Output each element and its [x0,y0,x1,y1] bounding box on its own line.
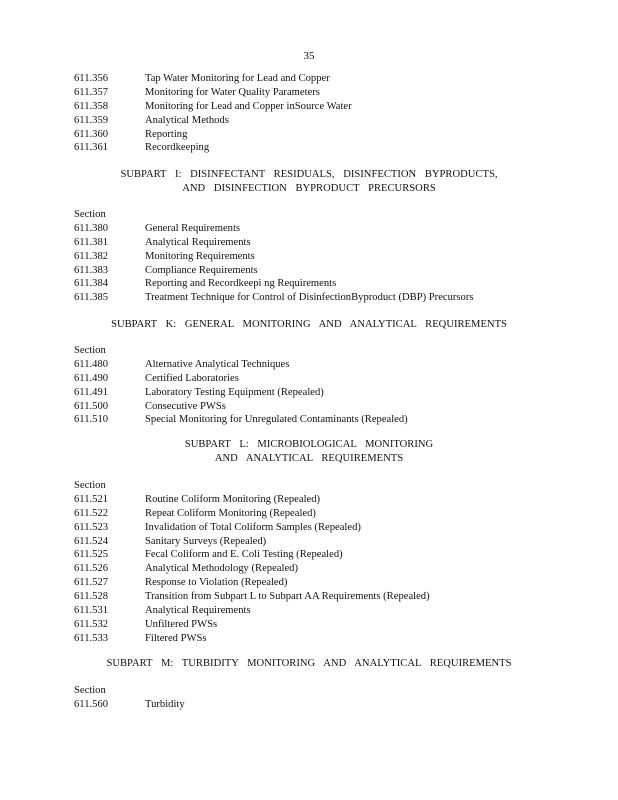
section-number: 611.533 [74,632,109,644]
toc-list [74,479,594,646]
toc-entry [74,386,594,400]
toc-entry [74,222,594,236]
section-title: Analytical Requirements [145,605,251,617]
section-number: 611.531 [74,605,109,617]
section-title: Monitoring for Lead and Copper inSource Water [145,100,352,112]
section-title: Compliance Requirements [145,264,258,276]
section-title: Filtered PWSs [145,632,207,644]
section-number: 611.381 [74,236,109,248]
section-number: 611.526 [74,563,109,575]
section-label: Section [74,345,106,356]
toc-entry [74,128,594,142]
section-number: 611.383 [74,264,109,276]
section-number: 611.524 [74,535,109,547]
subpart-k-heading [0,318,618,332]
section-title: Sanitary Surveys (Repealed) [145,535,267,547]
section-title: Recordkeeping [145,142,210,154]
toc-list [74,72,594,155]
section-title: Response to Violation (Repealed) [145,577,288,589]
toc-entry [74,264,594,278]
section-number: 611.357 [74,86,109,98]
toc-entry [74,372,594,386]
section-number: 611.480 [74,358,109,370]
section-number: 611.525 [74,549,109,561]
toc-entry [74,236,594,250]
section-title: Transition from Subpart L to Subpart AA Requirements (Repealed) [145,591,430,603]
section-number: 611.384 [74,278,109,290]
toc-entry [74,413,594,427]
toc-entry [74,141,594,155]
section-number: 611.356 [74,73,109,84]
toc-entry [74,535,594,549]
toc-entry [74,277,594,291]
toc-list [74,344,594,427]
subpart-heading-line: AND ANALYTICAL REQUIREMENTS [214,452,404,464]
section-title: Routine Coliform Monitoring (Repealed) [145,493,321,505]
section-number: 611.382 [74,250,109,262]
section-number: 611.527 [74,577,109,589]
toc-entry [74,493,594,507]
toc-list [74,684,594,712]
section-number: 611.528 [74,591,109,603]
toc-entry [74,250,594,264]
toc-entry [74,562,594,576]
toc-entry [74,72,594,86]
section-number: 611.360 [74,128,109,140]
toc-entry [74,86,594,100]
toc-entry [74,291,594,305]
section-label: Section [74,685,106,696]
section-number: 611.361 [74,142,109,154]
section-title: Tap Water Monitoring for Lead and Copper [145,73,330,84]
section-number: 611.522 [74,507,109,519]
subpart-i-heading [0,168,618,196]
section-title: Turbidity [145,698,185,710]
toc-entry [74,400,594,414]
section-title: Analytical Methods [145,114,229,126]
toc-entry [74,698,594,712]
toc-entry [74,632,594,646]
section-number: 611.490 [74,372,109,384]
section-title: Repeat Coliform Monitoring (Repealed) [145,507,316,519]
section-title: Laboratory Testing Equipment (Repealed) [145,386,324,398]
section-number: 611.521 [74,493,109,505]
subpart-heading-line: SUBPART L: MICROBIOLOGICAL MONITORING [184,439,434,450]
subpart-heading-line: SUBPART I: DISINFECTANT RESIDUALS, DISINFECTION BYPRODUCTS, [120,169,498,180]
toc-entry [74,358,594,372]
section-title: Treatment Technique for Control of DisinfectionByproduct (DBP) Precursors [145,292,474,304]
section-title: General Requirements [145,222,241,234]
section-number: 611.532 [74,618,109,630]
section-title: Unfiltered PWSs [145,618,218,630]
section-number: 611.385 [74,292,109,304]
toc-entry [74,618,594,632]
toc-entry [74,604,594,618]
section-label: Section [74,209,106,220]
section-title: Reporting [145,128,188,140]
section-title: Monitoring Requirements [145,250,255,262]
toc-entry [74,507,594,521]
section-number: 611.380 [74,222,109,234]
subpart-heading-line: AND DISINFECTION BYPRODUCT PRECURSORS [182,182,436,194]
section-title: Special Monitoring for Unregulated Contaminants (Repealed) [145,414,408,426]
toc-entry [74,100,594,114]
section-number: 611.510 [74,414,109,426]
toc-entry [74,576,594,590]
section-title: Invalidation of Total Coliform Samples (Repealed) [145,521,361,533]
section-title: Consecutive PWSs [145,400,226,412]
section-title: Analytical Methodology (Repealed) [145,563,298,575]
section-title: Certified Laboratories [145,372,239,384]
toc-entry [74,114,594,128]
subpart-heading-line: SUBPART K: GENERAL MONITORING AND ANALYTICAL REQUIREMENTS [111,319,507,330]
toc-entry [74,521,594,535]
section-number: 611.560 [74,698,109,710]
page-number: 35 [303,50,315,62]
section-title: Fecal Coliform and E. Coli Testing (Repealed) [145,549,343,561]
section-number: 611.358 [74,100,109,112]
section-label: Section [74,480,106,491]
subpart-l-heading [0,438,618,466]
subpart-heading-line: SUBPART M: TURBIDITY MONITORING AND ANALYTICAL REQUIREMENTS [106,658,512,669]
section-number: 611.500 [74,400,109,412]
toc-entry [74,548,594,562]
section-number: 611.523 [74,521,109,533]
subpart-m-heading [0,657,618,671]
toc-list [74,208,594,305]
section-title: Analytical Requirements [145,236,251,248]
section-title: Monitoring for Water Quality Parameters [145,86,320,98]
section-title: Alternative Analytical Techniques [145,358,290,370]
section-number: 611.491 [74,386,109,398]
toc-entry [74,590,594,604]
section-title: Reporting and Recordkeepi ng Requirements [145,278,337,290]
section-number: 611.359 [74,114,109,126]
